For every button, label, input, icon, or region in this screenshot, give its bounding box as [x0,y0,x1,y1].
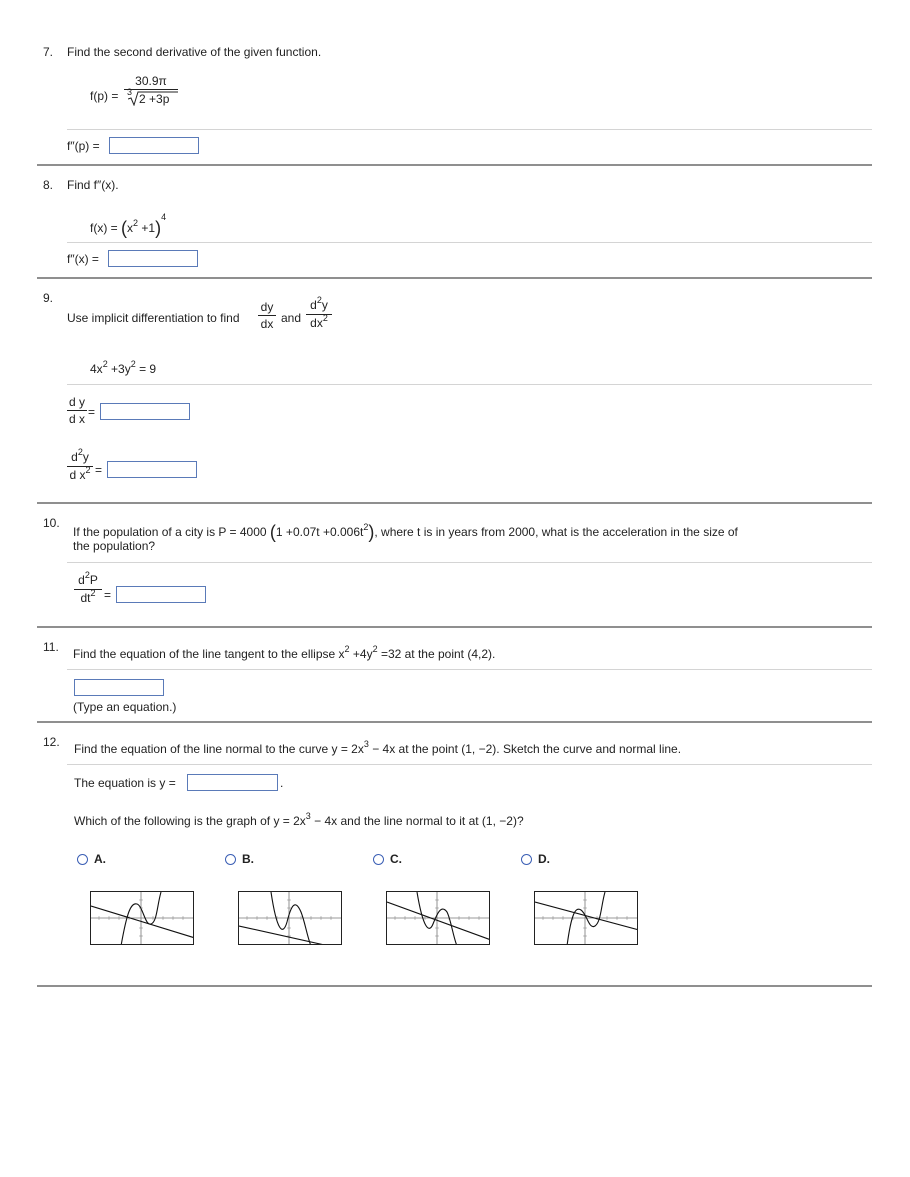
q9-and: and [281,311,302,325]
q7-function-lhs: f(p) = [90,89,119,103]
q9-ans1-dy: d y [68,395,85,409]
q11-hint: (Type an equation.) [73,700,177,714]
section-divider [37,721,872,723]
section-divider [37,277,872,279]
divider [67,242,872,243]
q9-exponent: 2 [322,313,328,323]
q9-equation [90,359,157,377]
q7-denominator [124,87,178,106]
q9-d2y-dx2-fraction [306,295,332,331]
q12-which-a: Which of the following is the graph of y = 2x [74,814,306,828]
close-paren: ) [155,218,162,238]
q12-number: 12. [43,735,60,749]
q10-answer-input[interactable] [116,586,206,603]
q10-number: 10. [43,516,60,530]
q8-inner-exponent: 2 [133,218,139,228]
q7-prompt: Find the second derivative of the given function. [67,45,322,59]
choice-d-label[interactable]: D. [538,852,550,866]
q10-prompt-a: If the population of a city is P = 4000 [73,525,267,539]
divider [67,129,872,130]
q8-outer-exponent: 4 [161,212,167,222]
choice-c-radio[interactable] [373,854,384,865]
q9-dy-dx-fraction [258,300,276,331]
q12-equation-period: . [280,776,284,790]
q10-equals: = [104,588,112,602]
q7-fraction [124,74,178,106]
q12-prompt-b: − 4x at the point (1, −2). Sketch the curve and normal line. [372,742,682,756]
choice-a-radio[interactable] [77,854,88,865]
q8-inner-rest: +1 [141,221,156,235]
q10-prompt-inner: 1 +0.07t +0.006t [275,525,364,539]
section-divider [37,626,872,628]
q10-exponent: 2 [90,588,96,598]
q12-exponent: 3 [305,811,311,821]
q10-ans-dt: dt [80,591,91,605]
q9-ans2-equals: = [95,463,103,477]
q7-numerator: 30.9π [135,74,167,88]
q9-answer1-label [67,395,87,426]
choice-a-label[interactable]: A. [94,852,106,866]
divider [67,764,872,765]
choice-b-label[interactable]: B. [242,852,254,866]
section-divider [37,164,872,166]
divider [67,384,872,385]
divider [67,669,872,670]
close-paren: ) [368,522,375,542]
q11-prompt-b: +4y [352,647,373,661]
choice-d-radio[interactable] [521,854,532,865]
q8-function [90,212,167,238]
q11-exponent: 2 [372,644,378,654]
q12-exponent: 3 [363,739,369,749]
q11-prompt-c: =32 at the point (4,2). [380,647,496,661]
q9-y: y [321,298,328,312]
q10-answer-label [74,570,102,606]
q11-prompt [73,644,496,662]
q7-answer-input[interactable] [109,137,199,154]
q10-ans-P: P [89,573,98,587]
q9-exponent: 2 [85,465,91,475]
q12-prompt-a: Find the equation of the line normal to the curve y = 2x [74,742,364,756]
normal-line [535,902,638,930]
q9-dx2: dx [310,316,323,330]
q9-d: d [310,298,317,312]
q9-eq-c: = 9 [139,362,157,376]
open-paren: ( [121,218,128,238]
q10-exponent: 2 [84,570,90,580]
q9-exponent: 2 [77,447,83,457]
q9-prompt: Use implicit differentiation to find [67,311,240,325]
q9-ans1-dx: d x [68,412,85,426]
q10-prompt-b: , where t is in years from 2000, what is the acceleration in the size of [374,525,738,539]
q9-d2y-dx2-input[interactable] [107,461,197,478]
q11-answer-input[interactable] [74,679,164,696]
choice-a-graph[interactable] [90,891,194,945]
q7-radicand: 2 +3p [139,92,170,106]
choice-c-graph[interactable] [386,891,490,945]
q8-number: 8. [43,178,54,192]
choice-d-graph[interactable] [534,891,638,945]
q9-eq-a: 4x [90,362,103,376]
q9-ans2-dx: d x [69,468,86,482]
q12-which-prompt [74,811,524,829]
q7-root-index: 3 [127,87,133,97]
q9-ans2-y: y [82,450,89,464]
choice-b-radio[interactable] [225,854,236,865]
divider [67,562,872,563]
choice-b-graph[interactable] [238,891,342,945]
q10-prompt-line1 [73,523,738,540]
q9-dy: dy [260,300,274,314]
q8-base: x [127,221,134,235]
q9-exponent: 2 [130,359,136,369]
q8-answer-input[interactable] [108,250,198,267]
q12-equation-label: The equation is y = [74,776,176,790]
q9-ans2-d: d [71,450,78,464]
q9-answer2-label [67,447,93,483]
q11-number: 11. [43,640,59,654]
q9-eq-b: +3y [111,362,131,376]
q10-prompt-line2: the population? [73,539,156,553]
q7-number: 7. [43,45,54,59]
choice-c-label[interactable]: C. [390,852,402,866]
q7-answer-label: f″(p) = [67,139,100,153]
q10-exponent: 2 [363,522,369,532]
q9-exponent: 2 [102,359,108,369]
q11-prompt-a: Find the equation of the line tangent to the ellipse x [73,647,345,661]
q12-equation-input[interactable] [187,774,278,791]
section-divider [37,502,872,504]
q9-number: 9. [43,291,54,305]
q8-prompt: Find f″(x). [67,178,119,192]
q12-which-b: − 4x and the line normal to it at (1, −2)? [314,814,524,828]
q10-ans-d: d [78,573,85,587]
q11-exponent: 2 [344,644,350,654]
open-paren: ( [269,522,276,542]
q9-exponent: 2 [316,295,322,305]
q9-dy-dx-input[interactable] [100,403,190,420]
q12-prompt [74,739,682,757]
q9-ans1-equals: = [88,405,96,419]
q8-function-lhs: f(x) = [90,221,118,235]
q8-answer-label: f″(x) = [67,252,99,266]
q9-dx: dx [260,317,274,331]
section-divider [37,985,872,987]
